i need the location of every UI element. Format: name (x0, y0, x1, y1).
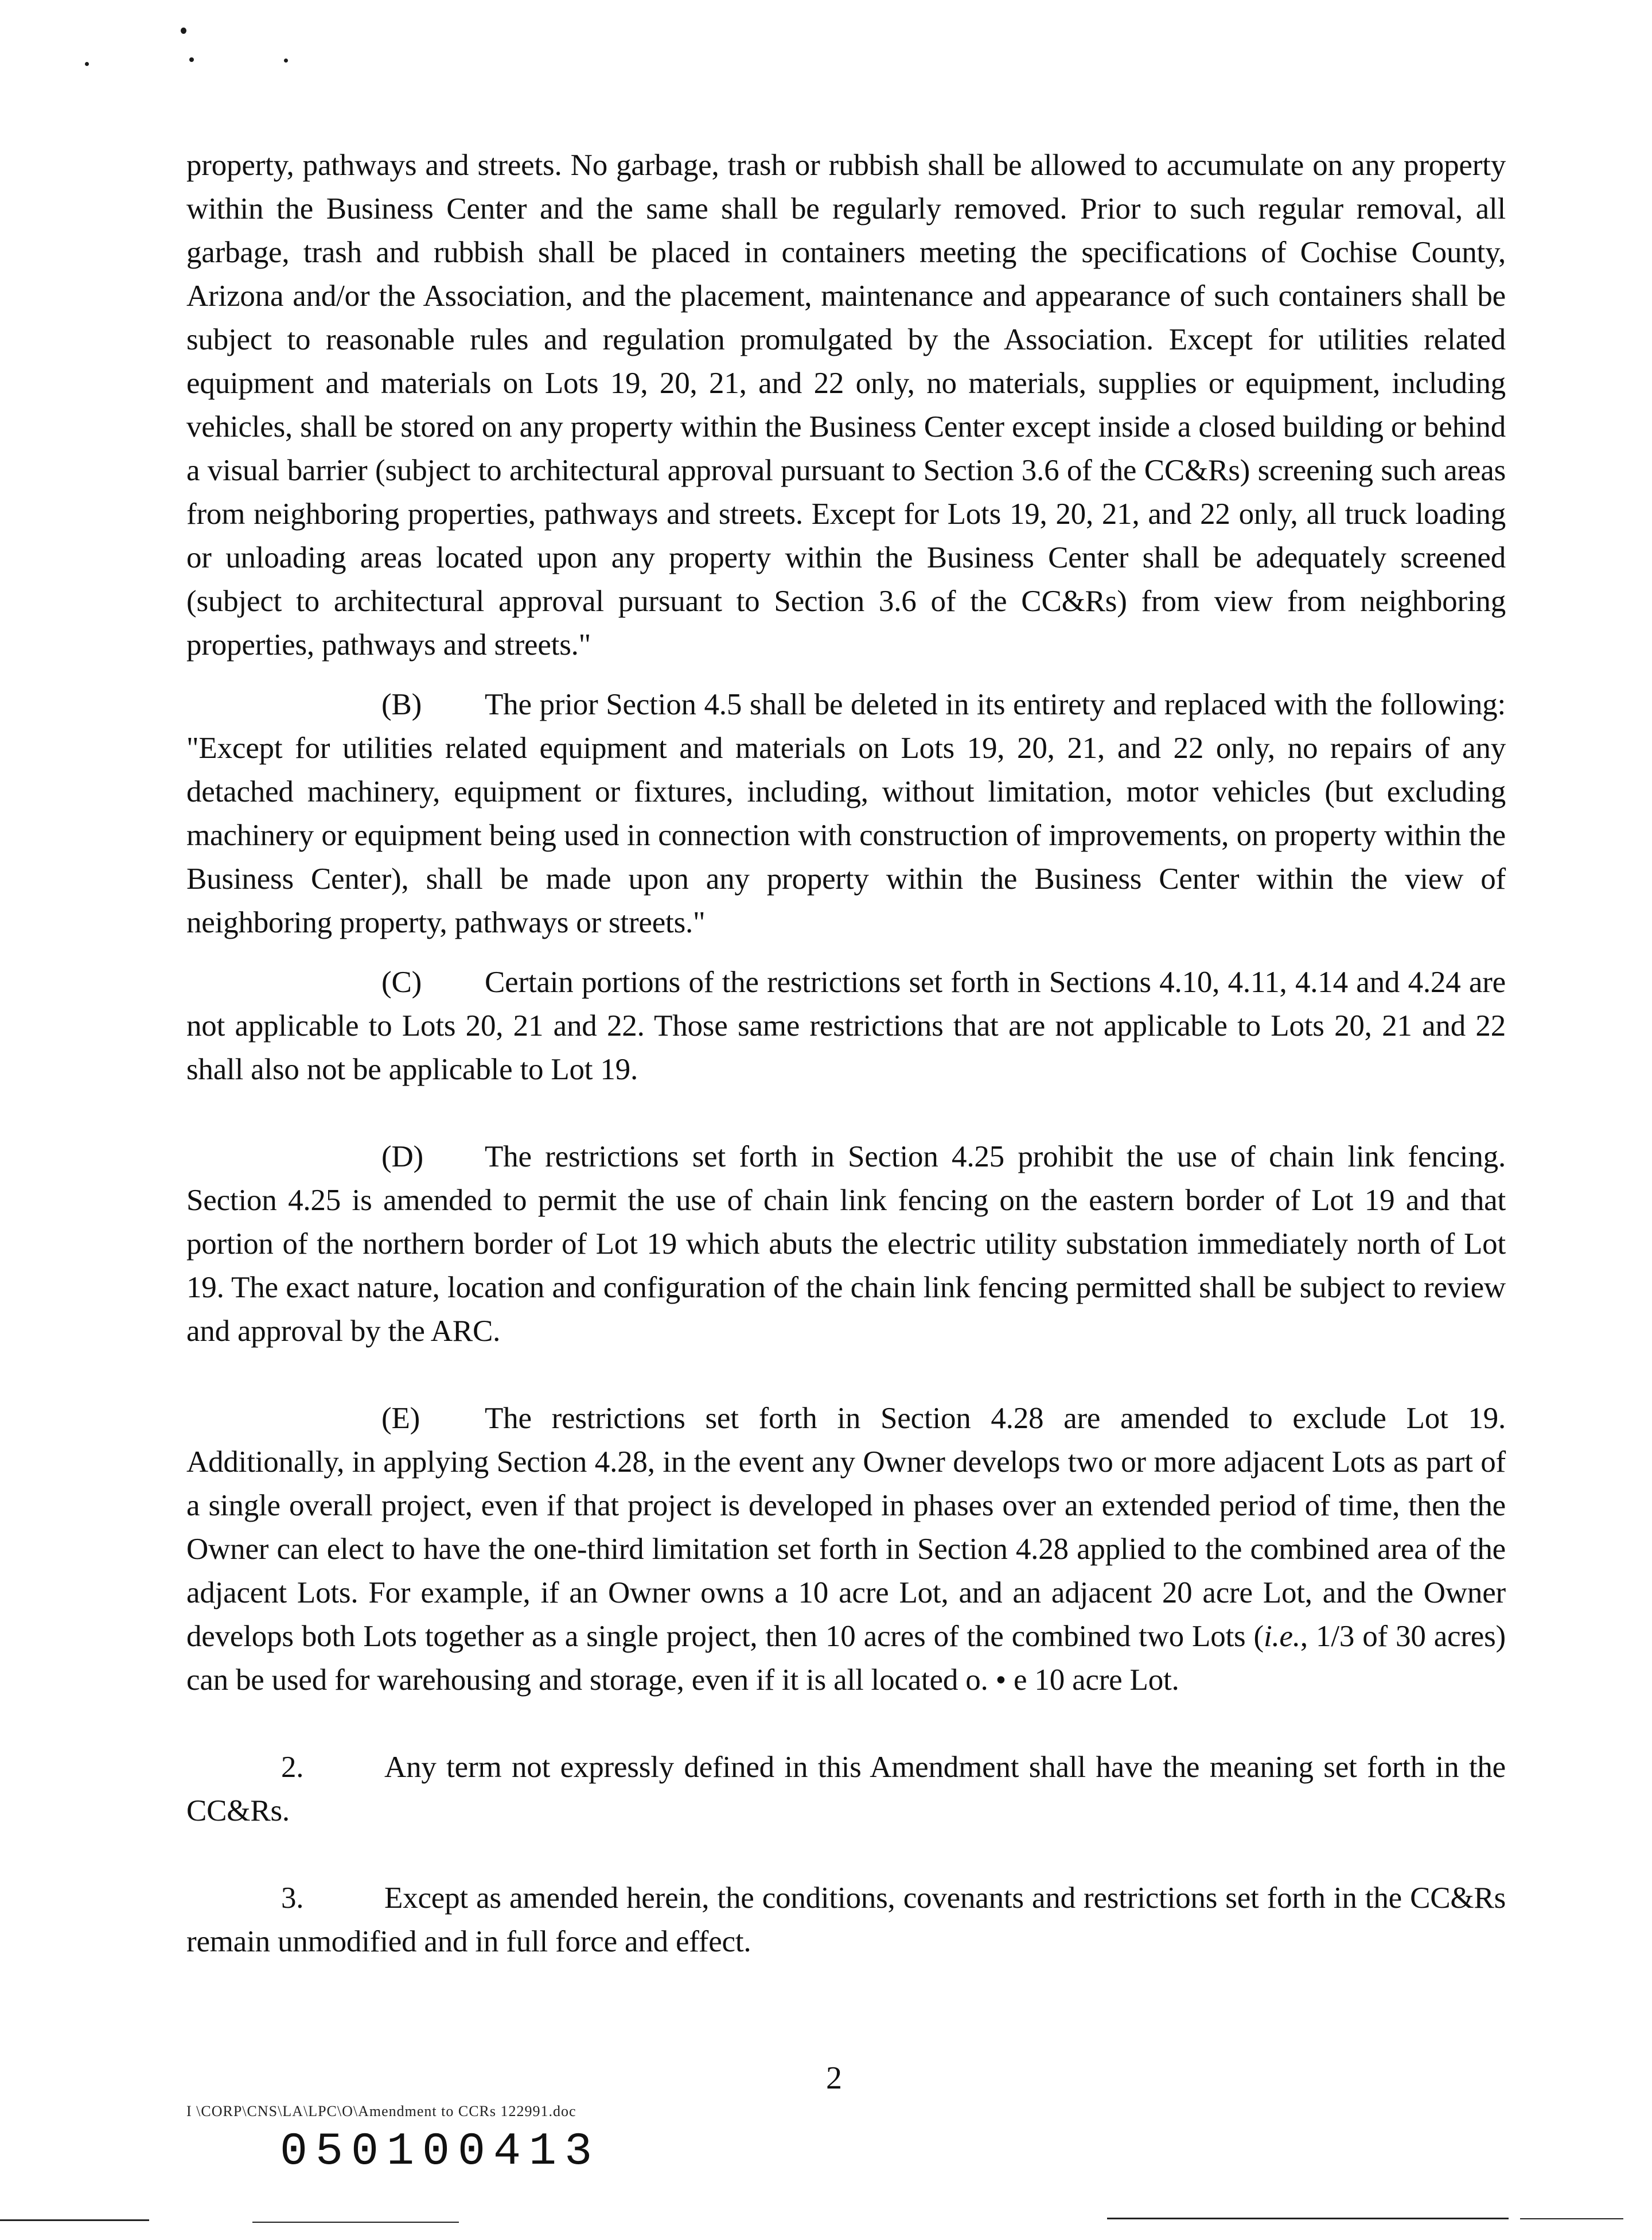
scan-speck (284, 59, 288, 63)
paragraph-e-label: (E) (381, 1402, 420, 1435)
paragraph-a-continued: property, pathways and streets. No garbage, trash or rubbish shall be allowed to accumulate on any property within the Business Center and the same shall be regularly removed. Prior to such regular removal, all garbage, trash and rubbish shall be placed in containers meeting the specifications of Cochise County, Arizona and/or the Association, and the placement, maintenance and appearance of such containers shall be subject to reasonable rules and regulation promulgated by the Association. Except for utilities related equipment and materials on Lots 19, 20, 21, and 22 only, no materials, supplies or equipment, including vehicles, shall be stored on any property within the Business Center except inside a closed building or behind a visual barrier (subject to architectural approval pursuant to Section 3.6 of the CC&Rs) screening such areas from neighboring properties, pathways and streets. Except for Lots 19, 20, 21, and 22 only, all truck loading or unloading areas located upon any property within the Business Center shall be adequately screened (subject to architectural approval pursuant to Section 3.6 of the CC&Rs) from view from neighboring properties, pathways and streets." (186, 149, 1506, 662)
document-number: 050100413 (280, 2126, 601, 2178)
paragraph-3 (186, 1876, 1506, 1963)
paragraph-3-label: 3. (281, 1881, 304, 1915)
scan-edge-line (0, 2219, 149, 2221)
paragraph-d-text: The restrictions set forth in Section 4.25 prohibit the use of chain link fencing. Section 4.25 is amended to permit the use of chain link fencing on the eastern border of Lot 19 and that portion of the northern border of Lot 19 which abuts the electric utility substation immediately north of Lot 19. The exact nature, location and configuration of the chain link fencing permitted shall be subject to review and approval by the ARC. (186, 1140, 1506, 1348)
scan-edge-line (1520, 2218, 1623, 2219)
paragraph-b (186, 683, 1506, 944)
page-number: 2 (826, 2060, 842, 2096)
paragraph-2 (186, 1745, 1506, 1833)
footer-file-path: I \CORP\CNS\LA\LPC\O\Amendment to CCRs 122991.doc (186, 2103, 576, 2120)
scan-speck (85, 62, 89, 66)
paragraph-e-text: The restrictions set forth in Section 4.28 are amended to exclude Lot 19. Additionally, in applying Section 4.28, in the event any Owner develops two or more adjacent Lots as part of a single overall project, even if that project is developed in phases over an extended period of time, then the Owner can elect to have the one-third limitation set forth in Section 4.28 applied to the combined area of the adjacent Lots. For example, if an Owner owns a 10 acre Lot, and an adjacent 20 acre Lot, and the Owner develops both Lots together as a single project, then 10 acres of the combined two Lots ( (186, 1402, 1506, 1653)
scan-speck (181, 28, 186, 34)
paragraph-3-text: Except as amended herein, the conditions, covenants and restrictions set forth in the CC&Rs remain unmodified and in full force and effect. (186, 1881, 1506, 1958)
paragraph-d-label: (D) (381, 1140, 423, 1173)
scan-speck (189, 57, 194, 62)
document-body (186, 143, 1506, 1963)
paragraph-e-ie: i.e. (1263, 1620, 1300, 1653)
scan-edge-line (252, 2222, 459, 2223)
paragraph-c (186, 960, 1506, 1091)
paragraph-c-text: Certain portions of the restrictions set forth in Sections 4.10, 4.11, 4.14 and 4.24 are not applicable to Lots 20, 21 and 22. Those same restrictions that are not applicable to Lots 20, 21 and 22 shall also not be applicable to Lot 19. (186, 966, 1506, 1086)
paragraph-e-text-end: , 1/3 of 30 acres) can be used for warehousing and storage, even if it is all located o. • e 10 acre Lot. (186, 1620, 1506, 1697)
paragraph-2-text: Any term not expressly defined in this Amendment shall have the meaning set forth in the CC&Rs. (186, 1751, 1506, 1827)
paragraph-c-label: (C) (381, 966, 422, 999)
paragraph-b-text: The prior Section 4.5 shall be deleted in its entirety and replaced with the following: "Except for utilities related equipment and materials on Lots 19, 20, 21, and 22 only, no repairs of any detached machinery, equipment or fixtures, including, without limitation, motor vehicles (but excluding machinery or equipment being used in connection with construction of improvements, on property within the Business Center), shall be made upon any property within the Business Center within the view of neighboring property, pathways or streets." (186, 688, 1506, 939)
scan-edge-line (1107, 2218, 1509, 2219)
paragraph-b-label: (B) (381, 688, 422, 721)
paragraph-2-label: 2. (281, 1751, 304, 1784)
paragraph-e (186, 1397, 1506, 1702)
paragraph-d (186, 1135, 1506, 1353)
